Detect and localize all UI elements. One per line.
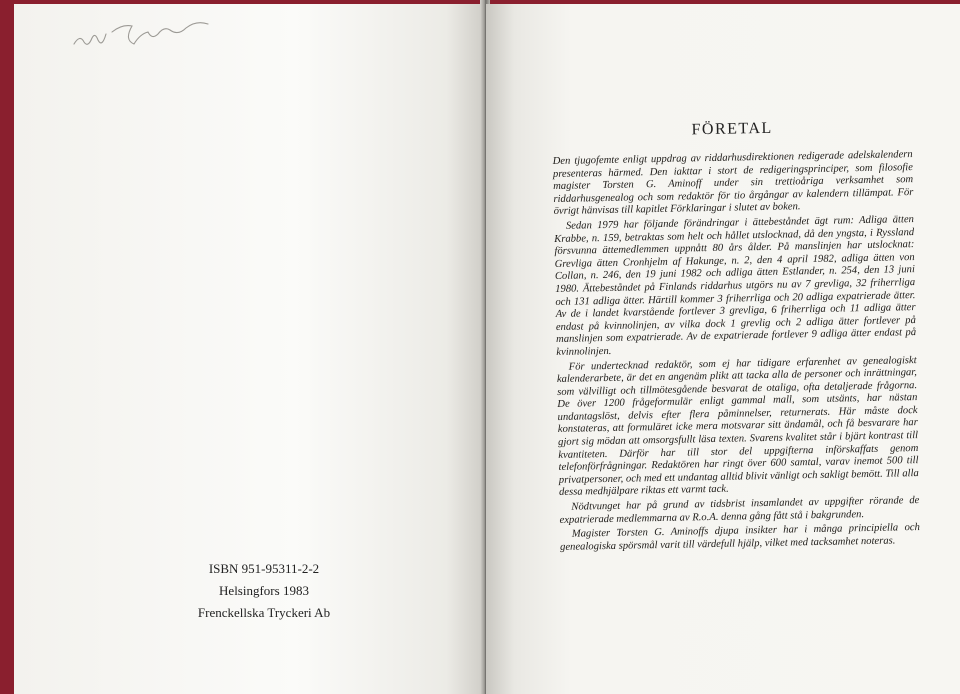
paragraph: Den tjugofemte enligt uppdrag av riddarhusdirektionen redigerade adelskalendern presenteras härmed. Den iakttar i stort de redigeringsprinciper, som filosofie magister Torsten G. Aminoff under sin trettioåriga verksamhet som riddarhusgenealog och som redaktör för tio årgångar av kalendern tillämpat. För övrigt hänvisas till kapitlet Förklaringar i slutet av boken. — [552, 149, 914, 218]
place-year-line: Helsingfors 1983 — [219, 583, 309, 598]
isbn-line: ISBN 951-95311-2-2 — [208, 561, 320, 576]
paragraph: Magister Torsten G. Aminoffs djupa insikter har i många principiella och genealogiska spörsmål varit till värdefull hjälp, vilket med tacksamhet noteras. — [560, 522, 920, 553]
pencil-signature-mark — [68, 14, 238, 58]
page-title: FÖRETAL — [691, 119, 773, 139]
foreword-text-block — [552, 117, 920, 556]
colophon — [164, 560, 364, 626]
paragraph: Nödtvunget har på grund av tidsbrist insamlandet av uppgifter rörande de expatrierade medlemmarna av R.o.A. denna gång fått stå i bakgrunden. — [559, 495, 920, 526]
paragraph: För undertecknad redaktör, som ej har tidigare erfarenhet av genealogiskt kalenderarbete, är det en angenäm plikt att tacka alla de personer och inrättningar, som välvilligt och tillmötesgående besvarat de otaliga, ofta detaljerade frågorna. De över 1200 frågeformulär enligt gammal mall, som utsänts, har nästan undantagslöst, delvis efter flera påminnelser, returnerats. Här måste dock konstateras, att formuläret icke mera motsvarar sitt ändamål, och få besvarare har gjort sig mödan att omsorgsfullt läsa texten. Svarens kvalitet står i bjärt kontrast till kvantiteten. Därför har till stor del uppgifterna införskaffats genom telefonförfrågningar. Redaktören har ringt över 600 samtal, varav inemot 500 till privatpersoner, och med ett undantag alltid blivit vänligt och sakligt bemött. Till alla dessa medhjälpare riktas ett varmt tack. — [556, 354, 919, 499]
left-page — [14, 4, 484, 694]
printer-line: Frenckellska Tryckeri Ab — [197, 605, 331, 620]
paragraph: Sedan 1979 har följande förändringar i ättebeståndet ägt rum: Adliga ätten Krabbe, n. 159, betraktas som helt och hållet utslocknad, då den yngsta, i Ryssland försvunna ättemedlemmen uppnått 80 års ålder. På manslinjen har utslocknat: Grevliga ätten Cronhjelm af Hakunge, n. 2, den 4 april 1982, adliga ätten von Collan, n. 246, den 19 juni 1982 och adliga ätten Estlander, n. 254, den 13 juni 1980. Ättebeståndet på Finlands riddarhus utgörs nu av 7 grevliga, 32 friherrliga och 131 adliga ätter. Härtill kommer 3 friherrliga och 20 adliga expatrierade ätter. Av de i landet kvarstående fortlever 3 grevliga, 6 friherrliga och 11 adliga ätter endast på kvinnolinjen, av vilka dock 1 grevlig och 2 adliga ätter fortlever på manslinjen som expatrierade. Av de expatrierade fortlever 9 adliga ätter endast på kvinnolinjen. — [554, 214, 917, 358]
